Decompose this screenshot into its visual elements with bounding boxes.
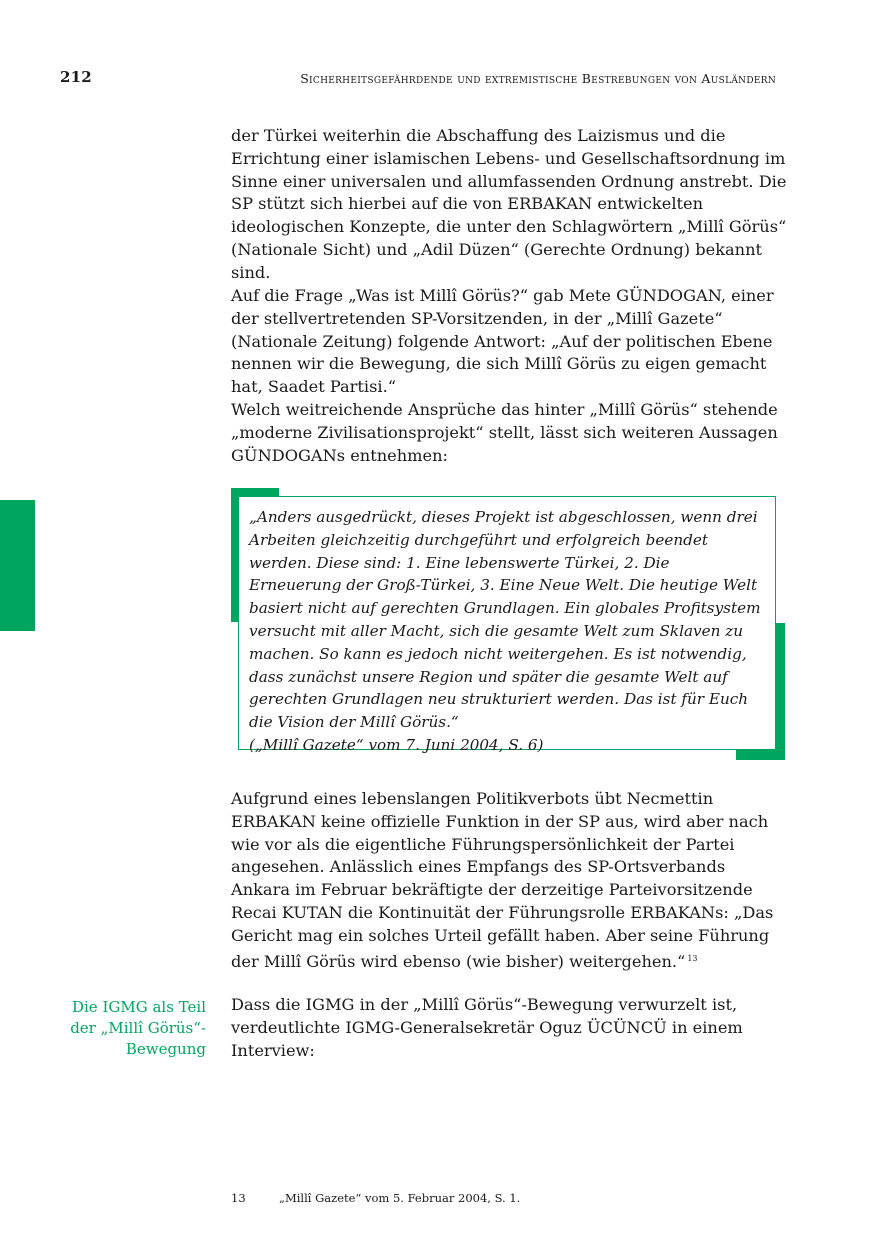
margin-note: Die IGMG als Teil der „Millî Görüs“-Bewegung [70, 998, 206, 1058]
chapter-edge-tab [0, 500, 35, 631]
body-paragraph-1: der Türkei weiterhin die Abschaffung des Laizismus und die Errichtung einer islamischen Lebens- und Gesellschaftsordnung im Sinne einer universalen und allumfassenden Ordnung anstrebt. Die SP stützt sich hierbei auf die von ERBAKAN entwickelten ideologischen Konzepte, die unter den Schlagwörtern „Millî Görüs“ (Nationale Sicht) und „Adil Düzen“ (Gerechte Ordnung) bekannt sind. [231, 126, 787, 282]
quote-source: („Millî Gazete“ vom 7. Juni 2004, S. 6) [249, 735, 544, 754]
footnote [231, 1191, 520, 1205]
footnote-number: 13 [231, 1191, 246, 1205]
quote-box [238, 496, 776, 754]
running-head: Sicherheitsgefährdende und extremistische Bestrebungen von Ausländern [300, 71, 776, 86]
quote-text [249, 506, 763, 757]
body-paragraph-3: Welch weitreichende Ansprüche das hinter „Millî Görüs“ stehende „moderne Zivilisationsprojekt“ stellt, lässt sich weiteren Aussagen GÜNDOGANs entnehmen: [231, 400, 778, 465]
page-number: 212 [60, 68, 92, 86]
body-paragraph-2: Auf die Frage „Was ist Millî Görüs?“ gab Mete GÜNDOGAN, einer der stellvertretenden SP-Vorsitzenden, in der „Millî Gazete“ (Nationale Zeitung) folgende Antwort: „Auf der politischen Ebene nennen wir die Bewegung, die sich Millî Görüs zu eigen gemacht hat, Saadet Partisi.“ [231, 286, 774, 397]
quote-body: „Anders ausgedrückt, dieses Projekt ist abgeschlossen, wenn drei Arbeiten gleichzeitig durchgeführt und erfolgreich beendet werden. Diese sind: 1. Eine lebenswerte Türkei, 2. Die Erneuerung der Groß-Türkei, 3. Eine Neue Welt. Die heutige Welt basiert nicht auf gerechten Grundlagen. Ein globales Profitsystem versucht mit aller Macht, sich die gesamte Welt zum Sklaven zu machen. So kann es jedoch nicht weitergehen. Es ist notwendig, dass zunächst unsere Region und später die gesamte Welt auf gerechten Grundlagen neu strukturiert werden. Das ist für Euch die Vision der Millî Görüs.“ [249, 508, 761, 732]
footnote-reference[interactable]: 13 [687, 953, 698, 963]
body-paragraph-4-text: Aufgrund eines lebenslangen Politikverbots übt Necmettin ERBAKAN keine offizielle Funktion in der SP aus, wird aber nach wie vor als die eigentliche Führungspersönlichkeit der Partei angesehen. Anlässlich eines Empfangs des SP-Ortsverbands Ankara im Februar bekräftigte der derzeitige Parteivorsitzende Recai KUTAN die Kontinuität der Führungsrolle ERBAKANs: „Das Gericht mag ein solches Urteil gefällt haben. Aber seine Führung der Millî Görüs wird ebenso (wie bisher) weitergehen.“ [231, 789, 774, 971]
body-paragraph-4 [231, 788, 787, 973]
body-paragraph-5: Dass die IGMG in der „Millî Görüs“-Bewegung verwurzelt ist, verdeutlichte IGMG-Generalsekretär Oguz ÜCÜNCÜ in einem Interview: [231, 995, 743, 1060]
footnote-text: „Millî Gazete“ vom 5. Februar 2004, S. 1. [279, 1191, 521, 1205]
